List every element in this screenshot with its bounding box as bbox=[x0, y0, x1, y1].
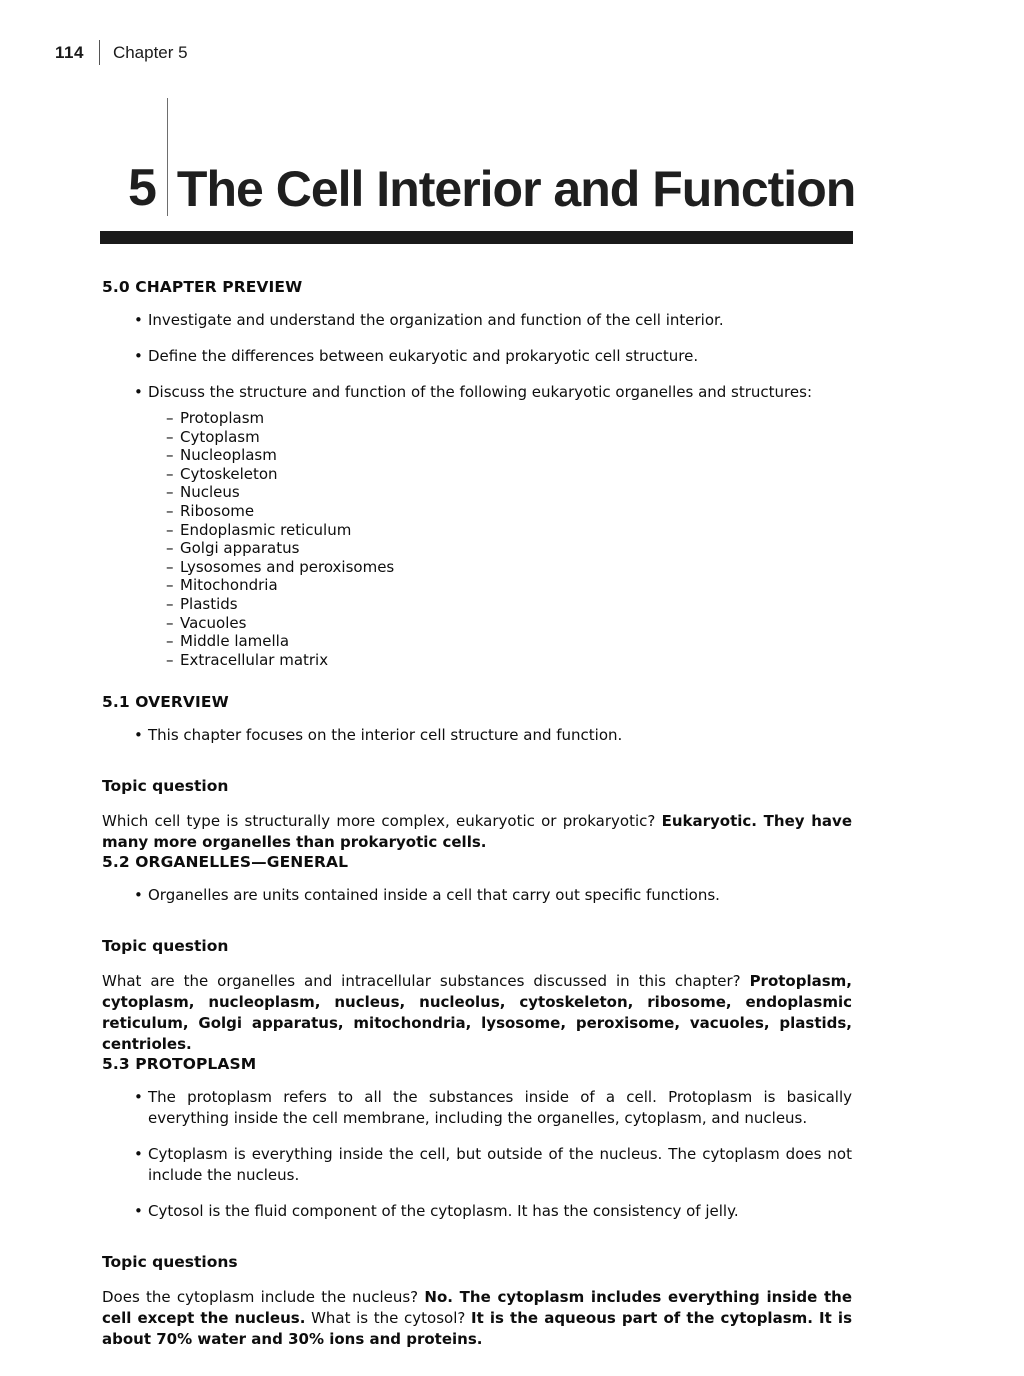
chapter-title: The Cell Interior and Function bbox=[176, 161, 856, 217]
bullet-item: • Cytoplasm is everything inside the cell, but outside of the nucleus. The cytoplasm does not include the nucleus. bbox=[102, 1144, 852, 1186]
answer-text: Protoplasm, cytoplasm, nucleoplasm, nucleus, nucleolus, cytoskeleton, ribosome, endoplasmic reticulum, Golgi apparatus, mitochondria, lysosome, peroxisome, vacuoles, plastids, centrioles. bbox=[102, 972, 852, 1054]
question-text: Does the cytoplasm include the nucleus? bbox=[102, 1288, 425, 1307]
list-item: – Cytoplasm bbox=[102, 428, 852, 447]
topic-paragraph bbox=[102, 971, 852, 1055]
title-rule bbox=[100, 231, 853, 244]
answer-text: Eukaryotic. They have many more organelles than prokaryotic cells. bbox=[102, 812, 852, 852]
title-divider bbox=[167, 98, 168, 216]
topic-label: Topic question bbox=[102, 937, 229, 956]
list-item: – Protoplasm bbox=[102, 409, 852, 428]
list-item: – Nucleus bbox=[102, 483, 852, 502]
bullet-item: • This chapter focuses on the interior cell structure and function. bbox=[102, 725, 852, 746]
running-head bbox=[55, 40, 188, 65]
page-number: 114 bbox=[55, 42, 84, 62]
chapter-number: 5 bbox=[128, 159, 157, 217]
question-text: Which cell type is structurally more complex, eukaryotic or prokaryotic? bbox=[102, 812, 662, 831]
list-item: – Golgi apparatus bbox=[102, 539, 852, 558]
question-text: What are the organelles and intracellular substances discussed in this chapter? bbox=[102, 972, 750, 991]
bullet-item: • Define the differences between eukaryotic and prokaryotic cell structure. bbox=[102, 346, 852, 367]
list-item: – Lysosomes and peroxisomes bbox=[102, 558, 852, 577]
organelle-list bbox=[102, 409, 852, 669]
list-item: – Middle lamella bbox=[102, 632, 852, 651]
list-item: – Vacuoles bbox=[102, 614, 852, 633]
list-item: – Mitochondria bbox=[102, 576, 852, 595]
list-item: – Nucleoplasm bbox=[102, 446, 852, 465]
page-content bbox=[102, 278, 852, 1350]
topic-label: Topic questions bbox=[102, 1253, 238, 1272]
section-heading-5-1: 5.1 OVERVIEW bbox=[102, 693, 229, 712]
list-item: – Extracellular matrix bbox=[102, 651, 852, 670]
answer-text: No. The cytoplasm includes everything inside the cell except the nucleus. bbox=[102, 1288, 852, 1328]
topic-label: Topic question bbox=[102, 777, 229, 796]
topic-paragraph bbox=[102, 1287, 852, 1350]
list-item: – Cytoskeleton bbox=[102, 465, 852, 484]
topic-paragraph bbox=[102, 811, 852, 853]
list-item: – Endoplasmic reticulum bbox=[102, 521, 852, 540]
bullet-item: • Discuss the structure and function of the following eukaryotic organelles and structures: bbox=[102, 382, 852, 403]
section-heading-5-3: 5.3 PROTOPLASM bbox=[102, 1055, 257, 1074]
bullet-item: • Organelles are units contained inside a cell that carry out specific functions. bbox=[102, 885, 852, 906]
section-heading-5-0: 5.0 CHAPTER PREVIEW bbox=[102, 278, 303, 296]
running-head-divider bbox=[99, 40, 100, 65]
list-item: – Ribosome bbox=[102, 502, 852, 521]
bullet-item: • The protoplasm refers to all the substances inside of a cell. Protoplasm is basically everything inside the cell membrane, including the organelles, cytoplasm, and nucleus. bbox=[102, 1087, 852, 1129]
question-text: What is the cytosol? bbox=[305, 1309, 472, 1328]
section-heading-5-2: 5.2 ORGANELLES—GENERAL bbox=[102, 853, 349, 872]
answer-text: It is the aqueous part of the cytoplasm. It is about 70% water and 30% ions and proteins. bbox=[102, 1309, 852, 1349]
bullet-item: • Cytosol is the fluid component of the cytoplasm. It has the consistency of jelly. bbox=[102, 1201, 852, 1222]
chapter-label: Chapter 5 bbox=[112, 42, 188, 62]
list-item: – Plastids bbox=[102, 595, 852, 614]
chapter-title-block bbox=[128, 98, 855, 218]
bullet-item: • Investigate and understand the organization and function of the cell interior. bbox=[102, 310, 852, 331]
